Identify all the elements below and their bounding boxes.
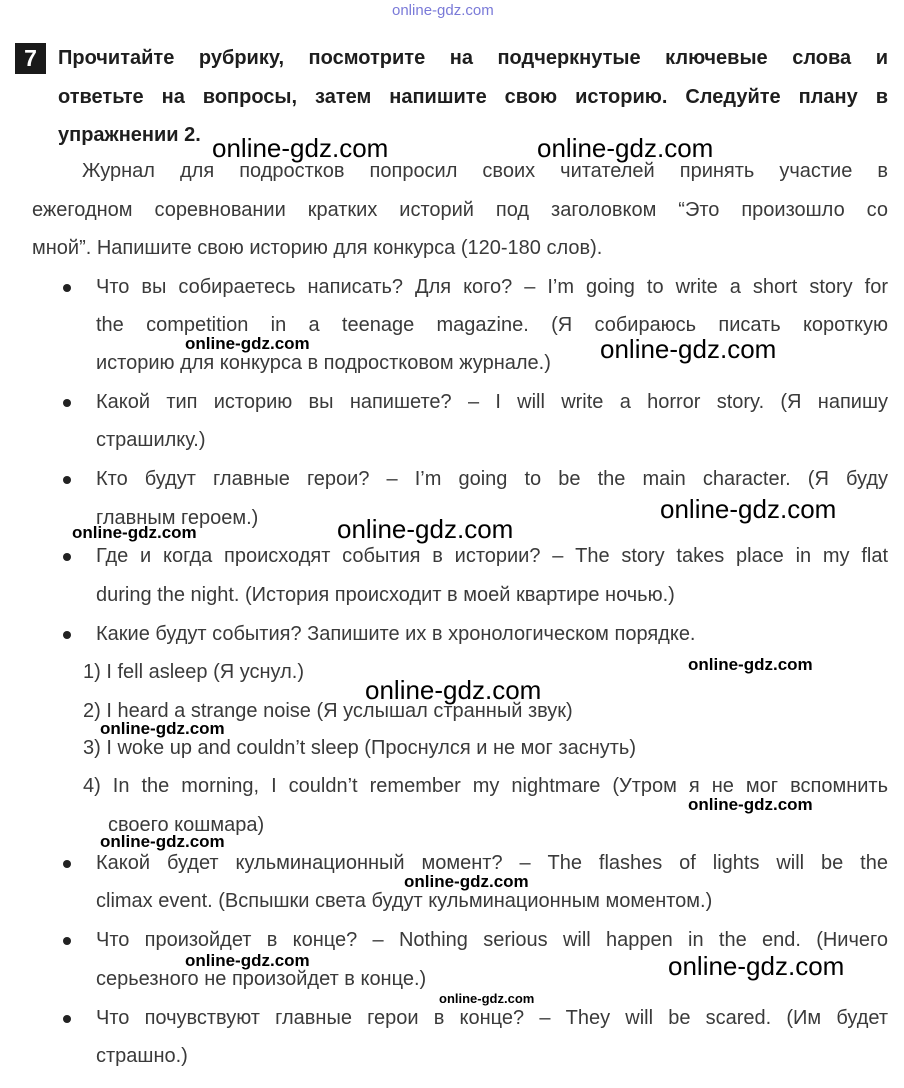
watermark: online-gdz.com (537, 133, 714, 163)
bullet-icon (63, 937, 71, 945)
item-3-line-2: главным героем.) (96, 507, 259, 529)
bullet-icon (63, 860, 71, 868)
watermark: online-gdz.com (337, 514, 514, 544)
watermark: online-gdz.com (365, 675, 542, 705)
item-7-line-2: серьезного не произойдет в конце.) (96, 968, 427, 990)
task-heading-line-2: ответьте на вопросы, затем напишите свою историю. Следуйте плану в (58, 86, 888, 108)
bullet-icon (63, 476, 71, 484)
item-6-line-2: climax event. (Вспышки света будут кульминационным моментом.) (96, 890, 713, 912)
item-7-line-1: Что произойдет в конце? – Nothing serious will happen in the end. (Ничего (96, 929, 888, 951)
watermark: online-gdz.com (404, 872, 529, 891)
watermark: online-gdz.com (100, 832, 225, 851)
watermark: online-gdz.com (72, 523, 197, 542)
intro-line-2: ежегодном соревновании кратких историй под заголовком “Это произошло со (32, 199, 888, 221)
item-6-line-1: Какой будет кульминационный момент? – The flashes of lights will be the (96, 852, 888, 874)
watermark: online-gdz.com (600, 334, 777, 364)
item-2-line-2: страшилку.) (96, 429, 206, 451)
item-1-line-1: Что вы собираетесь написать? Для кого? – I’m going to write a short story for (96, 276, 888, 298)
item-5-line-1: Какие будут события? Запишите их в хронологическом порядке. (96, 623, 696, 645)
item-8-line-2: страшно.) (96, 1045, 188, 1067)
watermark: online-gdz.com (668, 951, 845, 981)
watermark: online-gdz.com (185, 951, 310, 970)
item-2-line-1: Какой тип историю вы напишете? – I will write a horror story. (Я напишу (96, 391, 888, 413)
watermark: online-gdz.com (688, 795, 813, 814)
bullet-icon (63, 284, 71, 292)
watermark: online-gdz.com (212, 133, 389, 163)
bullet-icon (63, 1015, 71, 1023)
item-3-line-1: Кто будут главные герои? – I’m going to be the main character. (Я буду (96, 468, 888, 490)
task-number-badge: 7 (15, 43, 46, 74)
item-1-line-3: историю для конкурса в подростковом журнале.) (96, 352, 551, 374)
event-1: 1) I fell asleep (Я уснул.) (83, 661, 304, 683)
top-watermark: online-gdz.com (392, 2, 494, 19)
watermark: online-gdz.com (439, 991, 535, 1006)
bullet-icon (63, 553, 71, 561)
event-4-line-1: 4) In the morning, I couldn’t remember my nightmare (Утром я не мог вспомнить (83, 775, 888, 797)
event-3: 3) I woke up and couldn’t sleep (Проснулся и не мог заснуть) (83, 737, 636, 759)
task-heading-line-3: упражнении 2. (58, 124, 201, 146)
item-1-line-2: the competition in a teenage magazine. (Я собираюсь писать короткую (96, 314, 888, 336)
event-2: 2) I heard a strange noise (Я услышал странный звук) (83, 700, 573, 722)
task-heading-line-1: Прочитайте рубрику, посмотрите на подчеркнутые ключевые слова и (58, 47, 888, 69)
watermark: online-gdz.com (660, 494, 837, 524)
bullet-icon (63, 631, 71, 639)
intro-line-3: мной”. Напишите свою историю для конкурса (120-180 слов). (32, 237, 603, 259)
event-4-line-2: своего кошмара) (108, 814, 265, 836)
watermark: online-gdz.com (688, 655, 813, 674)
item-4-line-2: during the night. (История происходит в моей квартире ночью.) (96, 584, 675, 606)
item-8-line-1: Что почувствуют главные герои в конце? – They will be scared. (Им будет (96, 1007, 888, 1029)
item-4-line-1: Где и когда происходят события в истории? – The story takes place in my flat (96, 545, 888, 567)
watermark: online-gdz.com (185, 334, 310, 353)
bullet-icon (63, 399, 71, 407)
watermark: online-gdz.com (100, 719, 225, 738)
intro-line-1: Журнал для подростков попросил своих читателей принять участие в (82, 160, 888, 182)
